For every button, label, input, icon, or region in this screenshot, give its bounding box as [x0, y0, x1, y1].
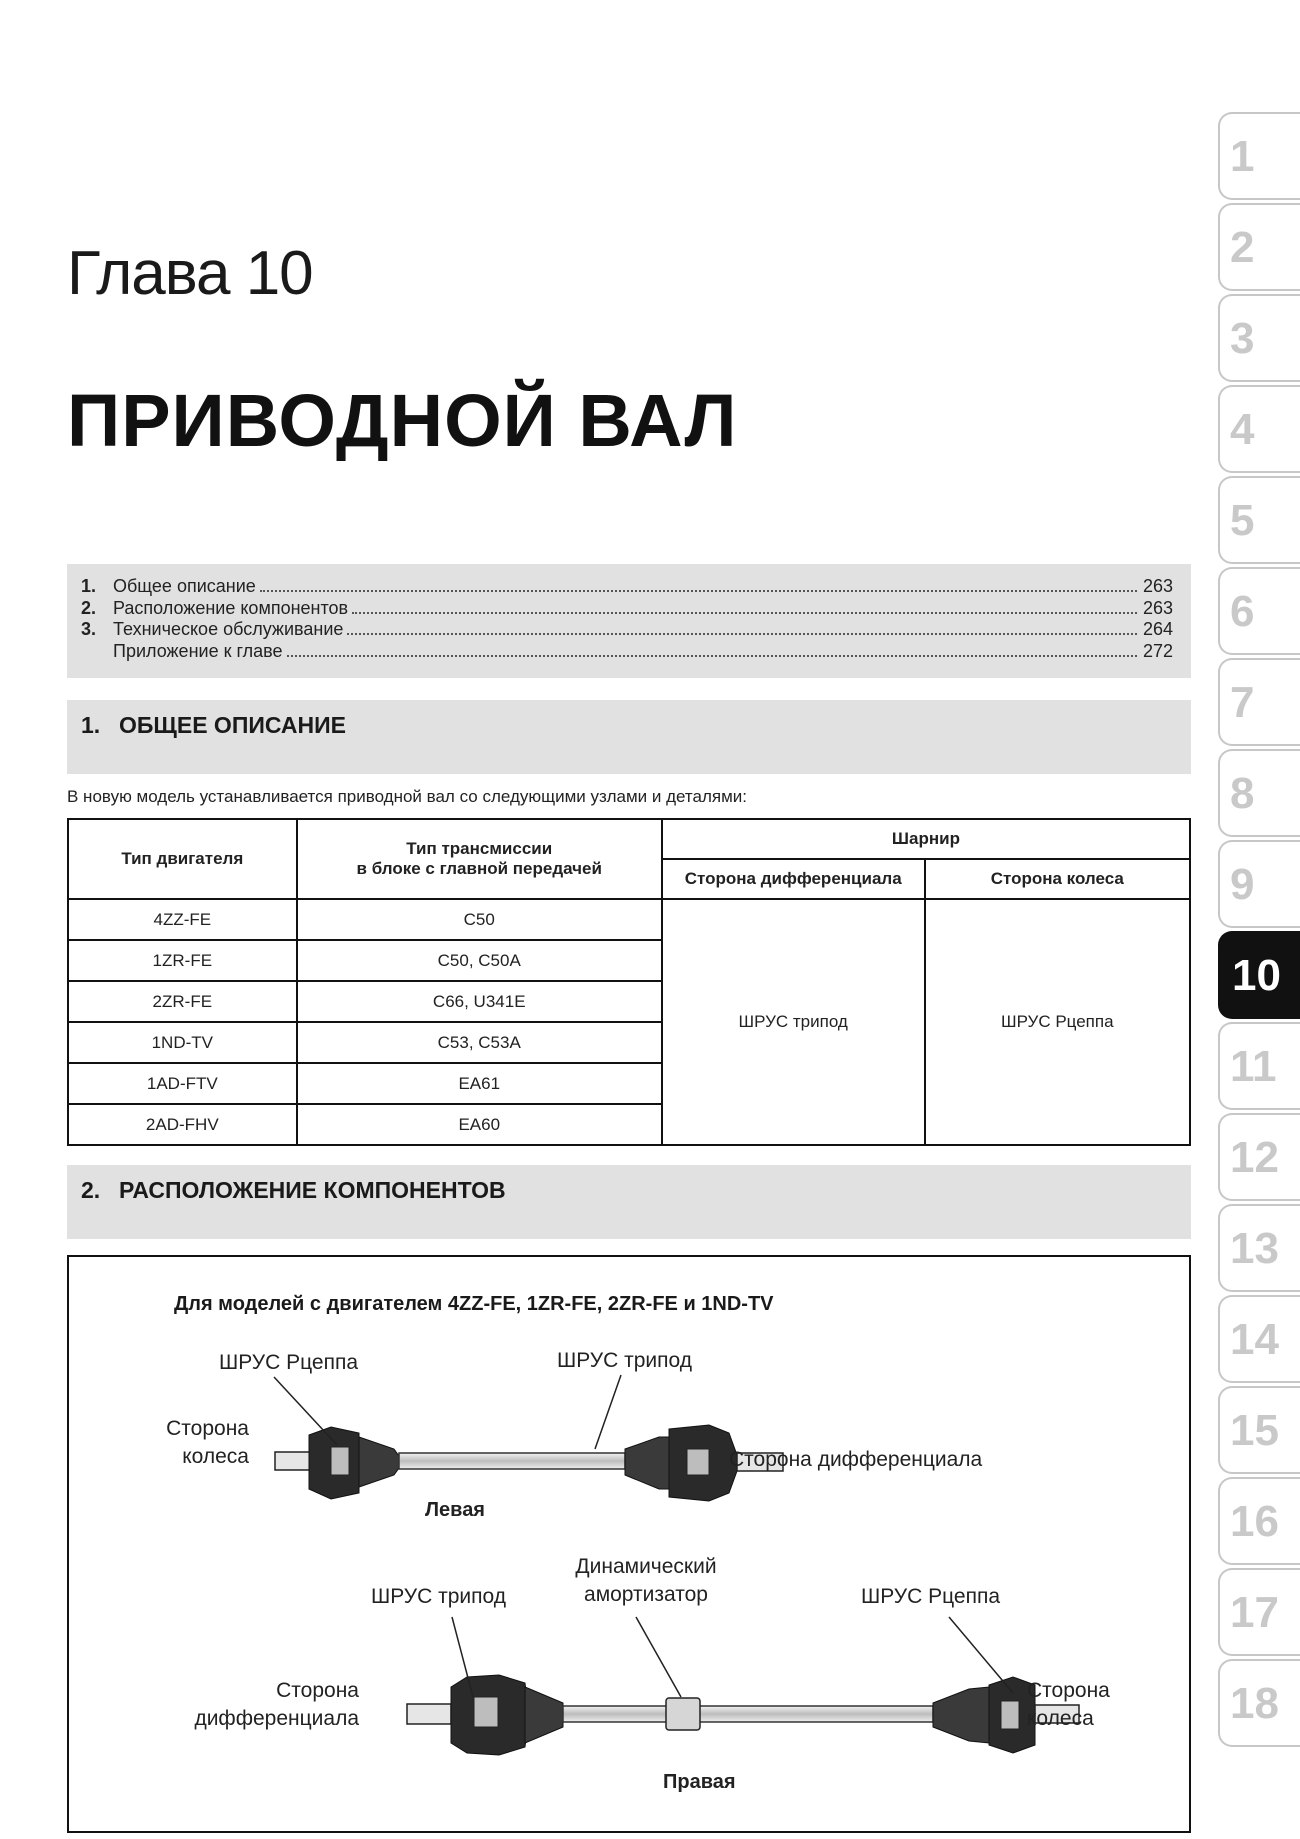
- wheel-joint-cell: ШРУС Рцеппа: [925, 899, 1190, 1145]
- transmission-cell: C66, U341E: [297, 981, 662, 1022]
- chapter-tab-5[interactable]: 5: [1218, 476, 1300, 564]
- chapter-tab-14[interactable]: 14: [1218, 1295, 1300, 1383]
- engine-cell: 4ZZ-FE: [68, 899, 297, 940]
- right-rzeppa-label: ШРУС Рцеппа: [861, 1585, 1001, 1608]
- chapter-tab-4[interactable]: 4: [1218, 385, 1300, 473]
- differential-joint-cell: ШРУС трипод: [662, 899, 925, 1145]
- intro-paragraph: В новую модель устанавливается приводной вал со следующими узлами и деталями:: [67, 787, 747, 806]
- toc-entry-page: 264: [1142, 619, 1173, 639]
- chapter-tab-10[interactable]: 10: [1218, 931, 1300, 1019]
- right-tripod-label: ШРУС трипод: [371, 1585, 507, 1608]
- diagram-heading: Для моделей с двигателем 4ZZ-FE, 1ZR-FE, 2ZR-FE и 1ND-TV: [174, 1293, 774, 1315]
- right-wheel-side-line2: колеса: [1027, 1707, 1094, 1731]
- right-diff-side-line1: Сторона: [276, 1679, 359, 1702]
- dynamic-damper-label: [571, 1553, 721, 1610]
- transmission-cell: EA61: [297, 1063, 662, 1104]
- section-title: РАСПОЛОЖЕНИЕ КОМПОНЕНТОВ: [119, 1177, 506, 1203]
- right-diff-side-label: [159, 1677, 359, 1734]
- toc-entry-number: 2.: [81, 597, 97, 618]
- toc-entry-page: 272: [1142, 640, 1173, 661]
- toc-entry-title: Техническое обслуживание: [113, 619, 344, 639]
- chapter-title: ПРИВОДНОЙ ВАЛ: [67, 379, 738, 462]
- header-transmission-line2: в блоке с главной передачей: [356, 859, 602, 878]
- engine-cell: 1ZR-FE: [68, 940, 297, 981]
- header-engine-type: Тип двигателя: [68, 819, 297, 899]
- chapter-tab-1[interactable]: 1: [1218, 112, 1300, 200]
- chapter-tab-12[interactable]: 12: [1218, 1113, 1300, 1201]
- chapter-tab-13[interactable]: 13: [1218, 1204, 1300, 1292]
- toc-entry[interactable]: [81, 641, 1173, 663]
- toc-entry-title: Расположение компонентов: [113, 597, 349, 618]
- section-number: 1.: [81, 712, 101, 738]
- right-shaft-bar: [563, 1706, 933, 1722]
- toc-entry-page: 263: [1142, 576, 1173, 596]
- left-shaft-caption: Левая: [425, 1499, 485, 1521]
- chapter-tab-9[interactable]: 9: [1218, 840, 1300, 928]
- toc-entry-page: 263: [1142, 597, 1173, 618]
- chapter-tab-16[interactable]: 16: [1218, 1477, 1300, 1565]
- engine-cell: 2AD-FHV: [68, 1104, 297, 1145]
- right-drive-shaft: [407, 1617, 1079, 1755]
- header-wheel-side: Сторона колеса: [925, 859, 1190, 899]
- left-rzeppa-label: ШРУС Рцеппа: [219, 1351, 359, 1374]
- right-wheel-side-line1: Сторона: [1027, 1679, 1110, 1702]
- dynamic-damper-line1: Динамический: [575, 1555, 717, 1578]
- left-rzeppa-joint: [309, 1427, 399, 1499]
- left-wheel-side-line1: Сторона: [166, 1417, 249, 1440]
- engine-cell: 1ND-TV: [68, 1022, 297, 1063]
- transmission-cell: C53, C53A: [297, 1022, 662, 1063]
- toc-entry-title: Общее описание: [113, 576, 256, 596]
- chapter-tab-18[interactable]: 18: [1218, 1659, 1300, 1747]
- component-layout-diagram: [67, 1255, 1191, 1833]
- transmission-cell: C50: [297, 899, 662, 940]
- right-diff-side-line2: дифференциала: [194, 1707, 359, 1731]
- transmission-cell: EA60: [297, 1104, 662, 1145]
- right-rzeppa-joint: [933, 1677, 1035, 1753]
- left-tripod-label: ШРУС трипод: [557, 1349, 693, 1372]
- chapter-tab-15[interactable]: 15: [1218, 1386, 1300, 1474]
- chapter-label: Глава 10: [67, 239, 313, 308]
- toc-entry[interactable]: [81, 598, 1173, 620]
- section-title: ОБЩЕЕ ОПИСАНИЕ: [119, 712, 347, 738]
- chapter-tab-2[interactable]: 2: [1218, 203, 1300, 291]
- chapter-tab-17[interactable]: 17: [1218, 1568, 1300, 1656]
- right-tripod-joint: [451, 1675, 563, 1755]
- section-heading-general: [67, 700, 1191, 774]
- toc-entry[interactable]: [81, 619, 1173, 641]
- header-transmission-type: [297, 819, 662, 899]
- toc-entry-number: 3.: [81, 619, 97, 639]
- chapter-tab-6[interactable]: 6: [1218, 567, 1300, 655]
- toc-entry-title: Приложение к главе: [113, 640, 283, 661]
- toc-entry-number: 1.: [81, 576, 97, 596]
- chapter-contents: [67, 564, 1191, 678]
- chapter-tab-7[interactable]: 7: [1218, 658, 1300, 746]
- section-number: 2.: [81, 1177, 101, 1203]
- drive-shaft-illustration: [69, 1257, 1189, 1831]
- drive-shaft-spec-table: [67, 818, 1191, 1146]
- dynamic-damper: [666, 1698, 700, 1730]
- table-row: [68, 899, 1190, 940]
- chapter-tab-3[interactable]: 3: [1218, 294, 1300, 382]
- right-wheel-side-label: [1027, 1677, 1110, 1734]
- engine-cell: 1AD-FTV: [68, 1063, 297, 1104]
- toc-leader-dots: [287, 655, 1137, 657]
- right-shaft-caption: Правая: [663, 1771, 736, 1793]
- header-differential-side: Сторона дифференциала: [662, 859, 925, 899]
- left-shaft-bar: [399, 1453, 625, 1469]
- left-tripod-joint: [625, 1425, 737, 1501]
- toc-leader-dots: [347, 633, 1137, 635]
- right-diff-spline: [407, 1704, 451, 1724]
- left-wheel-side-line2: колеса: [182, 1445, 249, 1469]
- engine-cell: 2ZR-FE: [68, 981, 297, 1022]
- left-diff-side-label: Сторона дифференциала: [729, 1448, 983, 1471]
- toc-leader-dots: [352, 612, 1137, 614]
- header-joint: Шарнир: [662, 819, 1190, 859]
- chapter-tab-11[interactable]: 11: [1218, 1022, 1300, 1110]
- toc-entry[interactable]: [81, 576, 1173, 598]
- left-drive-shaft: [274, 1375, 783, 1501]
- left-wheel-side-label: [129, 1415, 249, 1472]
- transmission-cell: C50, C50A: [297, 940, 662, 981]
- header-transmission-line1: Тип трансмиссии: [406, 839, 553, 858]
- section-heading-components: [67, 1165, 1191, 1239]
- dynamic-damper-line2: амортизатор: [584, 1583, 708, 1607]
- chapter-tab-8[interactable]: 8: [1218, 749, 1300, 837]
- toc-leader-dots: [260, 590, 1137, 592]
